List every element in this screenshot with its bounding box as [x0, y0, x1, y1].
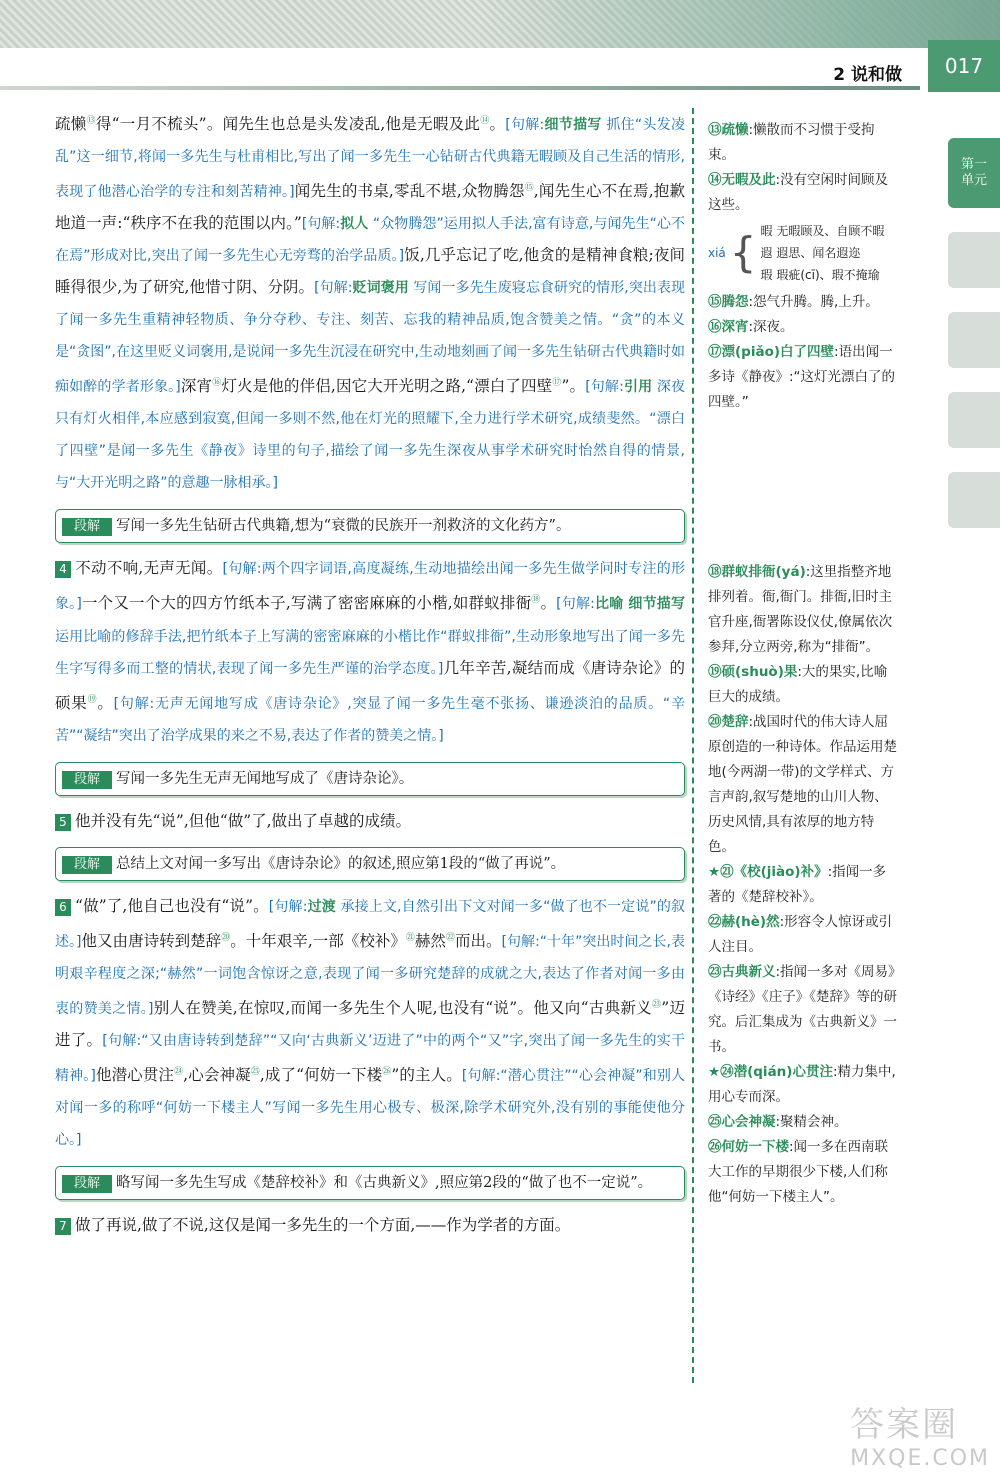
note-item	[708, 315, 898, 340]
duan-jie-label: 段解	[62, 856, 112, 874]
duan-jie-box	[55, 1166, 685, 1200]
body-text: 不动不响,无声无闻。	[75, 559, 223, 578]
note-term: ⑰漂(piǎo)白了四壁	[708, 344, 835, 360]
section-title: 2 说和做	[833, 65, 902, 85]
annotation-text: [句解:	[505, 117, 545, 134]
page-number: 017	[928, 40, 1000, 92]
footnote-mark: ㉑	[405, 932, 415, 943]
body-text: ,闻先生心不在焉,抱歉地道一声:“秩序不在我的范围以内。”	[55, 182, 685, 233]
annotation-tag: 引用	[623, 379, 653, 396]
annotation-text: [句解:	[556, 596, 595, 613]
body-text: ”的主人。	[391, 1066, 462, 1085]
note-def: :懒散而不习惯于受拘束。	[708, 122, 875, 163]
body-text: 灯火是他的伴侣,因它大开光明之路,“漂白了四壁	[221, 377, 553, 396]
duan-jie-box	[55, 762, 685, 796]
note-def: :战国时代的伟大诗人屈原创造的一种诗体。作品运用楚地(今两湖一带)的文学样式、方言声韵,叙写楚地的山川人物、历史风情,具有浓厚的地方特色。	[708, 714, 897, 855]
note-def: :精力集中,用心专而深。	[708, 1064, 896, 1105]
note-def: :怨气升腾。腾,上升。	[748, 294, 879, 310]
annotation-text: [句解:“十年”突出时间之长,表明艰辛程度之深;“赫然”一词饱含惊讶之意,表现了闻一多研究楚辞的成就之大,表达了作者对闻一多由衷的赞美之情。]	[55, 933, 685, 1018]
annotation-tag: 过渡	[307, 898, 336, 915]
footnote-mark: ⑭	[480, 116, 490, 126]
annotation-text: [句解:	[268, 898, 308, 915]
note-item	[708, 118, 898, 168]
note-def: :这里指整齐地排列着。衙,衙门。排衙,旧时主官升座,衙署陈设仪仗,僚属依次参拜,分立两旁,称为“排衙”。	[708, 564, 893, 655]
body-text: 做了再说,做了不说,这仅是闻一多先生的一个方面,——作为学者的方面。	[75, 1216, 571, 1235]
duan-jie-label: 段解	[62, 771, 112, 789]
footnote-mark: ㉔	[174, 1067, 184, 1078]
annotation-tag: 拟人	[340, 216, 369, 233]
duan-jie-text: 略写闻一多先生写成《楚辞校补》和《古典新义》,照应第2段的“做了也不一定说”。	[116, 1175, 653, 1192]
note-def: :指闻一多著的《楚辞校补》。	[708, 864, 887, 905]
paragraph-number: 7	[55, 1218, 71, 1235]
note-def: :没有空闲时间顾及这些。	[708, 172, 889, 213]
body-text: 一个又一个大的四方竹纸本子,写满了密密麻麻的小楷,如群蚁排衙	[81, 594, 532, 613]
duan-jie-label: 段解	[62, 1175, 112, 1193]
body-text: 赫然	[414, 931, 446, 950]
body-text: 深宵	[180, 377, 213, 396]
side-tab[interactable]	[948, 472, 1000, 528]
body-text: 闻先生的书桌,零乱不堪,众物腾怨	[294, 182, 525, 201]
note-term: ㉖何妨一下楼	[708, 1139, 789, 1155]
note-def: :语出闻一多诗《静夜》:“这灯光漂白了的四壁。”	[708, 344, 896, 410]
body-text: 几年辛苦,凝结而成《唐诗杂论》的硕果	[55, 658, 685, 712]
note-item	[708, 660, 898, 710]
side-tab[interactable]	[948, 392, 1000, 448]
annotation-text: 写闻一多先生废寝忘食研究的情形,突出表现了闻一多先生重精神轻物质、争分夺秒、专注、刻苦、忘我的精神品质,饱含赞美之情。“贪”的本义是“贪图”,在这里贬义词褒用,是说闻一多先生沉浸在研究中,生动地刻画了闻一多先生钻研古代典籍时如痴如醉的学者形象。]	[55, 280, 686, 396]
body-text: 。	[97, 693, 114, 712]
annotation-tag: 细节描写	[544, 117, 602, 134]
note-item	[708, 340, 898, 415]
watermark	[850, 1397, 990, 1471]
note-item	[708, 910, 898, 960]
note-term: ★㉑《校(jiào)补》	[708, 864, 828, 880]
homophone-rows	[761, 220, 885, 286]
body-text: 得“一月不梳头”。闻先生也总是头发凌乱,他是无暇及此	[95, 115, 481, 134]
note-def: :闻一多在西南联大工作的早期很少下楼,人们称他“何妨一下楼主人”。	[708, 1139, 889, 1205]
side-tab[interactable]	[948, 312, 1000, 368]
body-text: 。	[540, 594, 557, 613]
footnote-mark: ⑬	[86, 116, 96, 126]
homophone-row: 遐 遐思、闻名遐迩	[760, 246, 861, 260]
body-text: 别人在赞美,在惊叹,而闻一多先生个人呢,也没有“说”。他又向“古典新义	[153, 999, 652, 1018]
duan-jie-box	[55, 847, 685, 881]
paragraph-number: 6	[55, 899, 71, 916]
body-text: 他又由唐诗转到楚辞	[81, 931, 222, 950]
annotation-text: 深夜只有灯火相伴,本应感到寂寞,但闻一多则不然,他在灯光的照耀下,全力进行学术研究,成绩斐然。“漂白了四壁”是闻一多先生《静夜》诗里的句子,描绘了闻一多先生深夜从事学术研究时怡然自得的情景,与“大开光明之路”的意趣一脉相承。]	[55, 379, 685, 492]
paragraph-5	[55, 806, 685, 837]
body-text: ”。	[561, 377, 586, 396]
unit-tab-label: 第一单元	[961, 157, 988, 188]
paragraph-7	[55, 1210, 685, 1241]
annotation-text: [句解:“又由唐诗转到楚辞”“又向‘古典新义’迈进了”中的两个“又”字,突出了闻一多先生的实干精神。]	[55, 1033, 685, 1085]
footnote-mark: ⑮	[524, 183, 534, 194]
annotation-text: [句解:“潜心贯注”“心会神凝”和别人对闻一多的称呼“何妨一下楼主人”写闻一多先生用心极专、极深,除学术研究外,没有别的事能使他分心。]	[55, 1068, 685, 1149]
body-text: 。	[489, 115, 506, 134]
note-def: :大的果实,比喻巨大的成绩。	[708, 664, 888, 705]
note-term: ⑮腾怨	[708, 294, 749, 310]
body-text: 他潜心贯注	[95, 1066, 175, 1085]
annotation-text: [句解:两个四字词语,高度凝练,生动地描绘出闻一多先生做学问时专注的形象。]	[55, 561, 685, 613]
note-item	[708, 290, 898, 315]
footnote-mark: ㉒	[445, 932, 455, 943]
homophone-box	[708, 220, 898, 286]
annotation-text: [句解:	[585, 379, 624, 396]
note-item	[708, 168, 898, 218]
notes-top	[708, 118, 898, 415]
column-divider	[692, 108, 694, 1383]
note-def: :深夜。	[748, 319, 794, 335]
duan-jie-text: 写闻一多先生无声无闻地写成了《唐诗杂论》。	[116, 770, 414, 787]
note-item	[708, 960, 898, 1060]
annotation-text: 抓住“头发凌乱”这一细节,将闻一多先生与杜甫相比,写出了闻一多先生一心钻研古代典籍无暇顾及自己生活的情形,表现了他潜心治学的专注和刻苦精神。]	[55, 117, 685, 201]
note-term: ★㉔潜(qián)心贯注	[708, 1064, 833, 1080]
note-term: ㉕心会神凝	[708, 1114, 776, 1130]
note-term: ⑭无暇及此	[708, 172, 776, 188]
homophone-row: 瑕 瑕疵(cī)、瑕不掩瑜	[760, 268, 880, 282]
body-text: 饭,几乎忘记了吃,他贪的是精神食粮;夜间睡得很少,为了研究,他惜寸阴、分阴。	[55, 246, 686, 297]
homophone-pinyin: xiá	[708, 246, 726, 260]
annotation-text: [句解:无声无闻地写成《唐诗杂论》,突显了闻一多先生毫不张扬、谦逊淡泊的品质。“辛苦”“凝结”突出了治学成果的来之不易,表达了作者的赞美之情。]	[55, 695, 685, 744]
body-text: 疏懒	[55, 115, 87, 134]
body-text: 而出。	[454, 931, 502, 950]
note-item	[708, 860, 898, 910]
note-item	[708, 1110, 898, 1135]
header-rule	[0, 86, 920, 90]
note-term: ⑯深宵	[708, 319, 749, 335]
unit-tab[interactable]	[948, 138, 1000, 208]
annotation-text: [句解:	[301, 216, 341, 233]
duan-jie-box	[55, 509, 685, 543]
body-text: ,心会神凝	[183, 1066, 251, 1085]
annotation-tag: 贬词褒用	[352, 280, 409, 297]
annotation-text: “众物腾怨”运用拟人手法,富有诗意,与闻先生“心不在焉”形成对比,突出了闻一多先生心无旁骛的治学品质。]	[55, 216, 686, 265]
note-def: :聚精会神。	[775, 1114, 848, 1130]
body-text: ,成了“何妨一下楼	[259, 1066, 383, 1085]
annotation-text: [句解:	[314, 280, 353, 297]
paragraph-6	[55, 891, 685, 1156]
note-item	[708, 1135, 898, 1210]
note-term: ㉓古典新义	[708, 964, 776, 980]
note-term: ⑱群蚁排衙(yá)	[708, 564, 806, 580]
paragraph-number: 5	[55, 814, 71, 831]
footnote-mark: ㉖	[382, 1067, 392, 1078]
annotation-text: 运用比喻的修辞手法,把竹纸本子上写满的密密麻麻的小楷比作“群蚁排衙”,生动形象地写出了闻一多先生字写得多而工整的情状,表现了闻一多先生严谨的治学态度。]	[55, 628, 685, 677]
note-item	[708, 710, 898, 860]
note-term: ⑳楚辞	[708, 714, 749, 730]
footnote-mark: ⑯	[212, 378, 222, 389]
paragraph-4	[55, 553, 685, 751]
note-def: :指闻一多对《周易》《诗经》《庄子》《楚辞》等的研究。后汇集成为《古典新义》一书。	[708, 964, 897, 1055]
annotation-text: 承接上文,自然引出下文对闻一多“做了也不一定说”的叙述。]	[55, 898, 686, 950]
note-term: ⑲硕(shuò)果	[708, 664, 798, 680]
annotation-tag: 比喻 细节描写	[594, 596, 685, 613]
watermark-url: MXQE.COM	[850, 1446, 990, 1471]
watermark-logo: 答案圈	[850, 1405, 959, 1445]
duan-jie-label: 段解	[62, 518, 112, 536]
duan-jie-text: 总结上文对闻一多写出《唐诗杂论》的叙述,照应第1段的“做了再说”。	[116, 855, 566, 872]
body-text: “做”了,他自己也没有“说”。	[75, 896, 269, 915]
homophone-row: 暇 无暇顾及、自顾不暇	[760, 224, 885, 238]
notes-bottom	[708, 560, 898, 1210]
header-band	[0, 0, 1000, 48]
paragraph-number: 4	[55, 561, 71, 578]
note-item	[708, 1060, 898, 1110]
note-term: ⑬疏懒	[708, 122, 749, 138]
body-text: ”迈进了。	[55, 999, 685, 1050]
paragraph-3	[55, 106, 685, 499]
duan-jie-text: 写闻一多先生钻研古代典籍,想为“衰微的民族开一剂救济的文化药方”。	[116, 518, 571, 535]
main-text	[55, 106, 685, 1241]
body-text: 。十年艰辛,一部《校补》	[230, 931, 406, 950]
footnote-mark: ⑱	[531, 595, 541, 606]
footnote-mark: ⑲	[87, 694, 98, 705]
brace-icon: {	[729, 228, 757, 277]
footnote-mark: ⑰	[552, 378, 562, 389]
side-tab[interactable]	[948, 232, 1000, 288]
footnote-mark: ㉕	[250, 1067, 260, 1078]
note-term: ㉒赫(hè)然	[708, 914, 780, 930]
body-text: 他并没有先“说”,但他“做”了,做出了卓越的成绩。	[75, 811, 412, 830]
footnote-mark: ㉓	[651, 999, 662, 1010]
note-def: :形容令人惊讶或引人注目。	[708, 914, 893, 955]
footnote-mark: ⑳	[221, 932, 231, 943]
note-item	[708, 560, 898, 660]
